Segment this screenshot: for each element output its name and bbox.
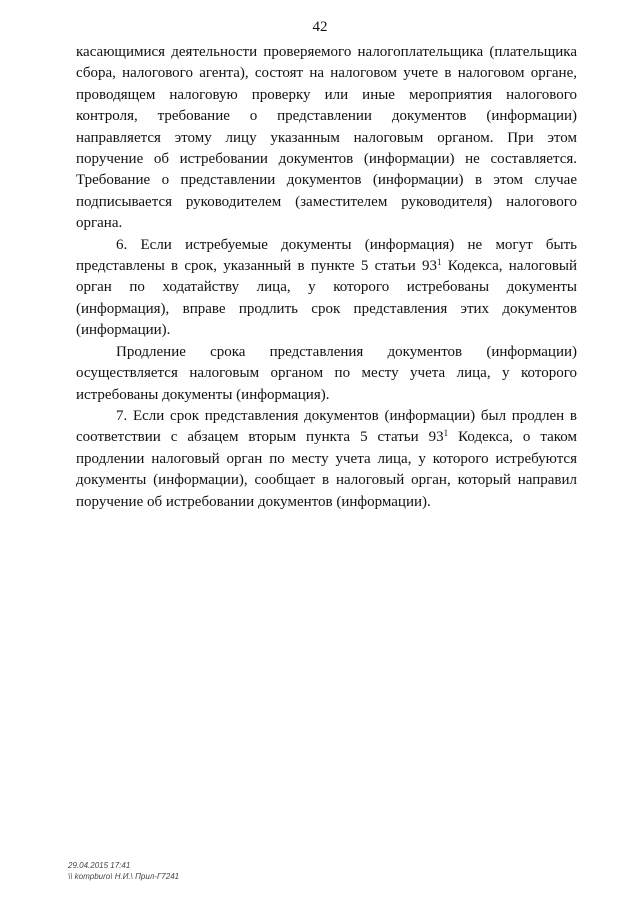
footer-file-info: \\ kompburo\ Н.И.\ Прил-Г7241 [68,872,180,881]
article-superscript: 1 [436,257,442,268]
paragraph-item-6 [76,235,577,342]
paragraph-extension-location: Продление срока представления документов (информации) осуществляется налоговым органом по месту учета лица, у которого истребованы документы (информация). [76,343,577,403]
document-body [76,42,577,513]
footer-stamp [68,860,179,882]
page-number: 42 [312,19,328,35]
article-superscript: 1 [443,428,449,439]
paragraph-item-7 [76,406,577,513]
paragraph-item-7-text-start: 7. Если срок представления документов (информации) был продлен в соответствии с абзацем вторым пункта 5 статьи 93 [76,407,577,446]
footer-timestamp: 29.04.2015 17:41 [68,861,131,870]
paragraph-continuation: касающимися деятельности проверяемого налогоплательщика (плательщика сбора, налогового агента), состоят на налоговом учете в налоговом органе, проводящем налоговую проверку или иные мероприятия налогового контроля, требование о представлении документов (информации) направляется этому лицу указанным налоговым органом. При этом поручение об истребовании документов (информации) не составляется. Требование о представлении документов (информации) в этом случае подписывается руководителем (заместителем руководителя) налогового органа. [76,44,577,232]
paragraph-item-7-text-end: Кодекса, о таком продлении налоговый орган по месту учета лица, у которого истребуются документы (информации), сообщает в налоговый орган, который направил поручение об истребовании документов (информации). [76,429,578,510]
paragraph-item-6-text-end: Кодекса, налоговый орган по ходатайству лица, у которого истребованы документы (информация), вправе продлить срок представления этих документов (информации). [76,258,578,339]
paragraph-item-6-text-start: 6. Если истребуемые документы (информация) не могут быть представлены в срок, указанный в пункте 5 статьи 93 [76,236,577,275]
